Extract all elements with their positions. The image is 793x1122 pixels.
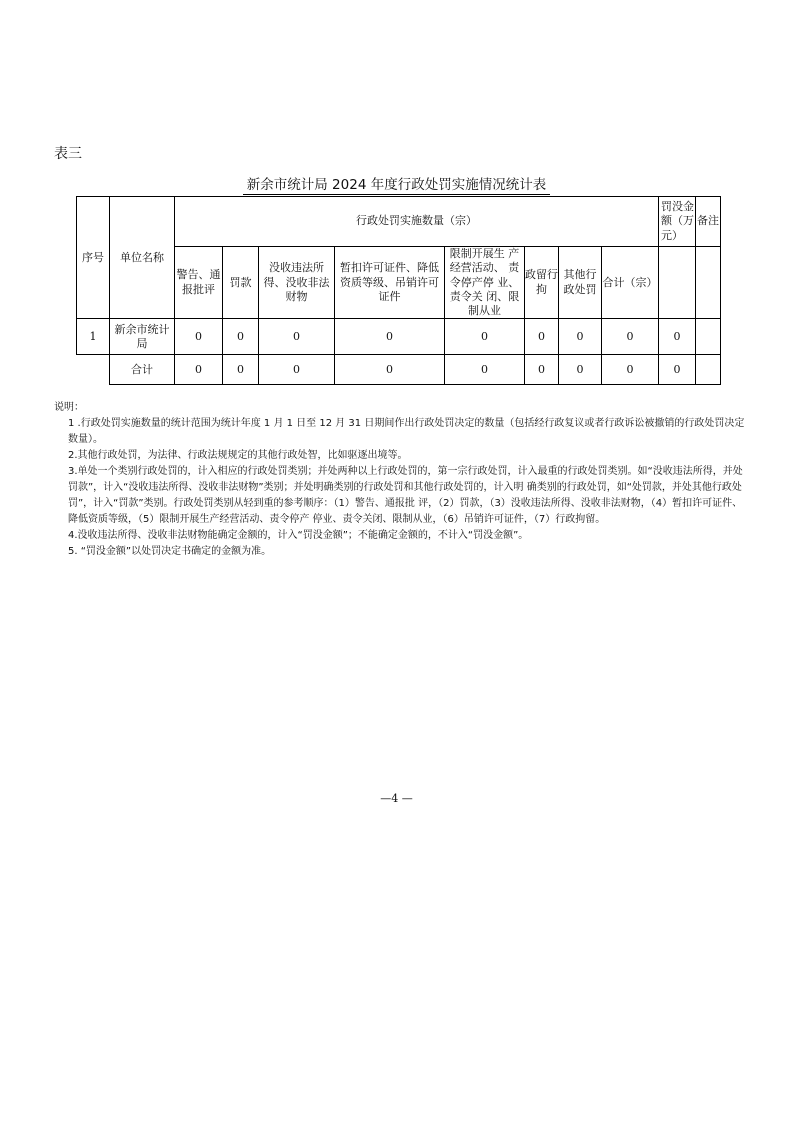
note-item: 4.没收违法所得、没收非法财物能确定金额的，计入“罚没金额”；不能确定金额的，不计入“罚没金额”。 [68,530,529,541]
header-fine: 罚款 [223,247,259,319]
header-total: 合计（宗） [602,247,659,319]
total-cell-fine: 0 [223,355,259,385]
header-suspend: 暂扣许可证件、降低资质等级、吊销许可证件 [335,247,445,319]
penalty-table [76,196,721,385]
total-row [77,355,721,385]
header-remark-sub [696,247,721,319]
table-row [77,319,721,355]
row-cell-restrict: 0 [445,319,525,355]
page-number: —4 — [380,792,413,805]
row-seq: 1 [77,319,110,355]
total-cell-restrict: 0 [445,355,525,385]
header-warning: 警告、通报批评 [175,247,223,319]
total-blank [77,355,110,385]
header-remark: 备注 [696,197,721,247]
table-label: 表三 [54,146,82,162]
row-cell-remark [696,319,721,355]
notes-heading: 说明： [54,402,84,413]
total-cell-other: 0 [559,355,602,385]
header-amount: 罚没金额（万元） [659,197,696,247]
header-confiscate: 没收违法所得、没收非法财物 [259,247,335,319]
total-label: 合计 [110,355,175,385]
row-cell-fine: 0 [223,319,259,355]
total-cell-warning: 0 [175,355,223,385]
total-cell-detention: 0 [525,355,559,385]
total-cell-confiscate: 0 [259,355,335,385]
row-cell-confiscate: 0 [259,319,335,355]
header-other: 其他行政处罚 [559,247,602,319]
title-text: 新余市统计局 2024 年度行政处罚实施情况统计表 [243,177,550,195]
page-title [0,173,793,193]
row-cell-suspend: 0 [335,319,445,355]
header-penalty-count: 行政处罚实施数量（宗） [175,197,659,247]
header-unit: 单位名称 [110,197,175,319]
row-cell-other: 0 [559,319,602,355]
header-amount-sub [659,247,696,319]
row-unit: 新余市统计局 [110,319,175,355]
row-cell-amount: 0 [659,319,696,355]
header-detention: 政留行拘 [525,247,559,319]
header-restrict: 限制开展生 产经营活动、 责令停产停 业、责令关 闭、限制从业 [445,247,525,319]
note-item: 2.其他行政处罚，为法律、行政法规规定的其他行政处智，比如驱逐出境等。 [68,450,408,461]
total-cell-amount: 0 [659,355,696,385]
header-seq: 序号 [77,197,110,319]
total-cell-suspend: 0 [335,355,445,385]
row-cell-warning: 0 [175,319,223,355]
total-cell-remark [696,355,721,385]
note-item: 3.单处一个类别行政处罚的，计入相应的行政处罚类别；并处两种以上行政处罚的，第一宗行政处罚，计入最重的行政处罚类别。如“没收违法所得，并处罚款”，计入“没收违法所得、没收非法财物”类别；并处明确类别的行政处罚和其他行政处罚的，计入明 确类别的行政处罚，如“处罚款，并处其他行政处罚”，计入“罚款”类别。行政处罚类别从轻到重的参考顺序：（1）警告、通报批 评，（2）罚款，（3）没收违法所得、没收非法财物，（4）暂扣许可证件、降低资质等级，（5）限制开展生产经营活动、责令停产 停业、责令关闭、限制从业，（6）吊销许可证件，（7）行政拘留。 [68,466,743,525]
row-cell-detention: 0 [525,319,559,355]
row-cell-total: 0 [602,319,659,355]
note-item: 1 .行政处罚实施数量的统计范围为统计年度 1 月 1 日至 12 月 31 日期间作出行政处罚决定的数量（包括经行政复议或者行政诉讼被撤销的行政处罚决定数量）。 [68,418,745,445]
total-cell-total: 0 [602,355,659,385]
note-item: 5. “罚没金额”以处罚决定书确定的金额为准。 [68,546,272,557]
notes-section [54,400,748,560]
